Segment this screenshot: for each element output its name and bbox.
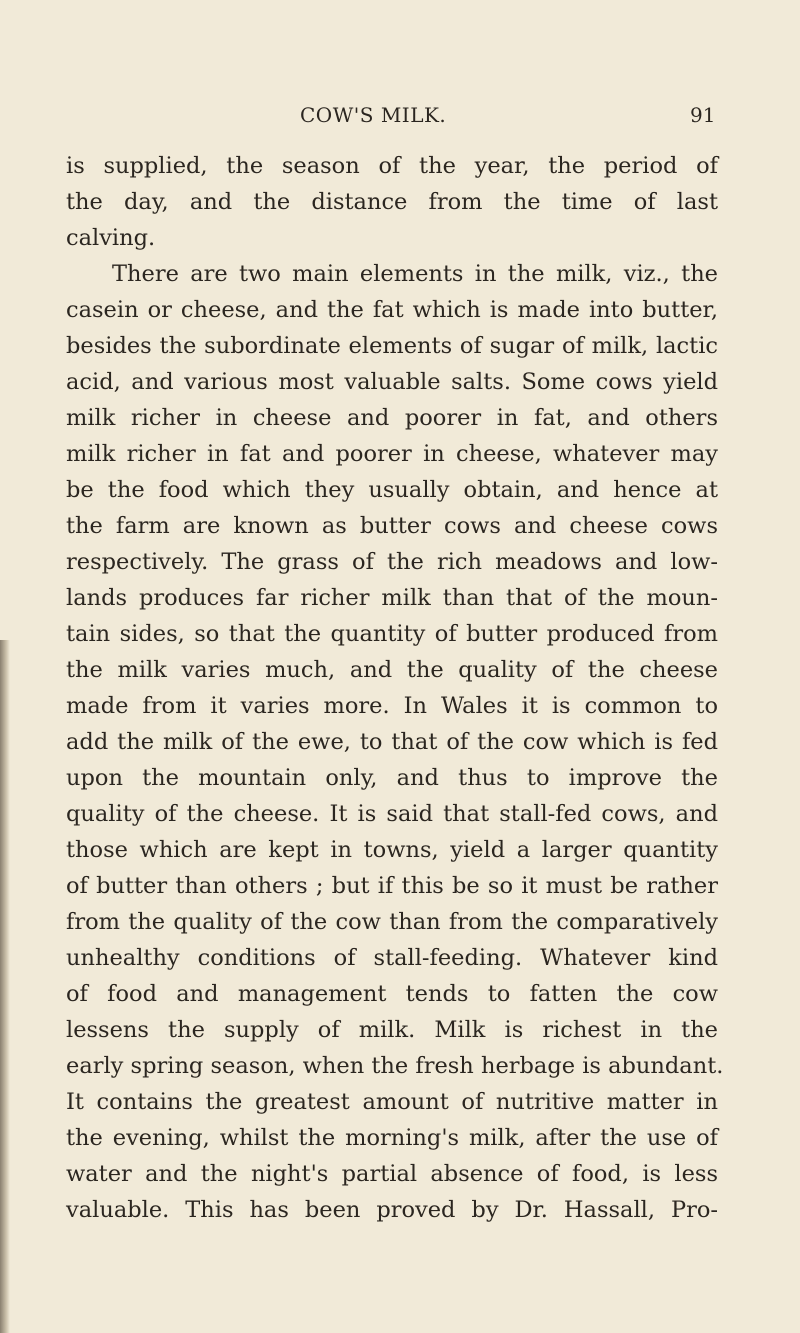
text-line: is supplied, the season of the year, the period of bbox=[66, 153, 718, 179]
text-line: There are two main elements in the milk, viz., the bbox=[112, 261, 718, 287]
text-line: early spring season, when the fresh herbage is abundant. bbox=[66, 1053, 724, 1079]
text-line: the milk varies much, and the quality of the cheese bbox=[66, 657, 718, 683]
text-line: lessens the supply of milk. Milk is richest in the bbox=[66, 1017, 718, 1043]
text-line: of food and management tends to fatten the cow bbox=[66, 981, 718, 1007]
text-line: casein or cheese, and the fat which is made into butter, bbox=[66, 297, 718, 323]
page-edge-shadow bbox=[0, 640, 10, 1333]
text-line: made from it varies more. In Wales it is common to bbox=[66, 693, 718, 719]
text-line: It contains the greatest amount of nutritive matter in bbox=[66, 1089, 718, 1115]
text-line: water and the night's partial absence of food, is less bbox=[66, 1161, 718, 1187]
page-number: 91 bbox=[690, 103, 716, 127]
text-line: the evening, whilst the morning's milk, after the use of bbox=[66, 1125, 718, 1151]
text-line: lands produces far richer milk than that of the moun- bbox=[66, 585, 718, 611]
text-line: respectively. The grass of the rich meadows and low- bbox=[66, 549, 718, 575]
text-line: acid, and various most valuable salts. Some cows yield bbox=[66, 369, 718, 395]
text-line: quality of the cheese. It is said that stall-fed cows, and bbox=[66, 801, 718, 827]
text-line: besides the subordinate elements of sugar of milk, lactic bbox=[66, 333, 718, 359]
text-line: valuable. This has been proved by Dr. Hassall, Pro- bbox=[66, 1197, 718, 1223]
text-line: the day, and the distance from the time of last bbox=[66, 189, 718, 215]
text-line: upon the mountain only, and thus to improve the bbox=[66, 765, 718, 791]
body-text bbox=[66, 148, 724, 1228]
text-line: milk richer in fat and poorer in cheese, whatever may bbox=[66, 441, 718, 467]
running-title: COW'S MILK. bbox=[300, 103, 447, 127]
text-line: the farm are known as butter cows and cheese cows bbox=[66, 513, 718, 539]
text-line: calving. bbox=[66, 225, 156, 251]
text-line: milk richer in cheese and poorer in fat, and others bbox=[66, 405, 718, 431]
text-line: of butter than others ; but if this be so it must be rather bbox=[66, 873, 718, 899]
running-head bbox=[0, 103, 800, 133]
text-line: from the quality of the cow than from the comparatively bbox=[66, 909, 718, 935]
text-line: add the milk of the ewe, to that of the cow which is fed bbox=[66, 729, 718, 755]
text-line: those which are kept in towns, yield a larger quantity bbox=[66, 837, 718, 863]
text-line: unhealthy conditions of stall-feeding. Whatever kind bbox=[66, 945, 718, 971]
text-line: be the food which they usually obtain, and hence at bbox=[66, 477, 718, 503]
text-line: tain sides, so that the quantity of butter produced from bbox=[66, 621, 718, 647]
